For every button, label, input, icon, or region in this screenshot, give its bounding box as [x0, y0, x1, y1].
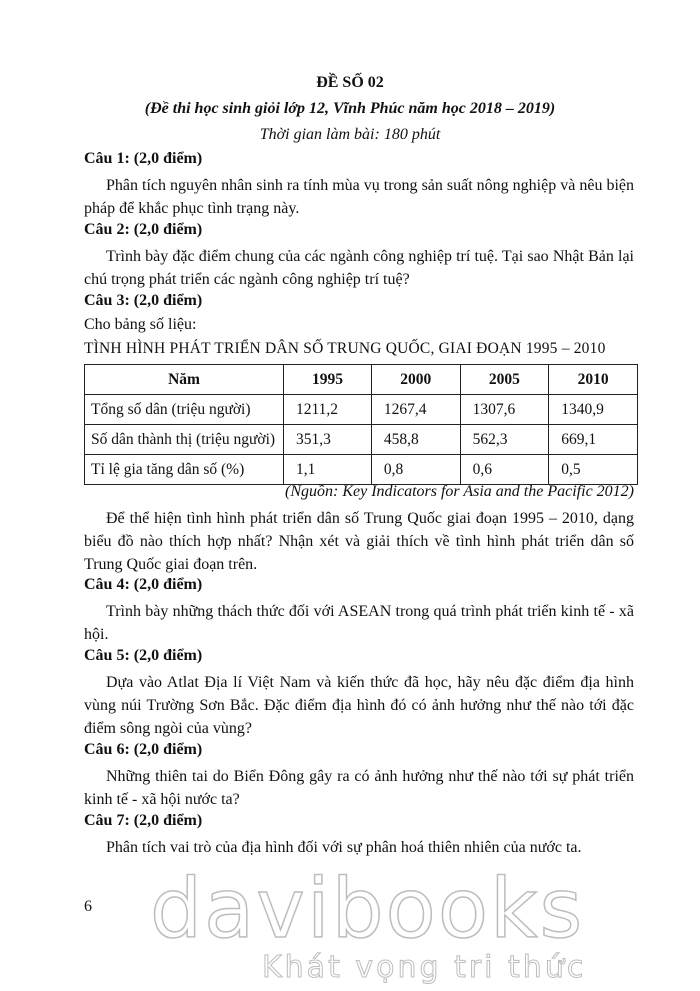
table-header-cell: 2010 — [549, 365, 638, 395]
table-row-label: Số dân thành thị (triệu người) — [85, 425, 284, 455]
watermark-slogan: Khát vọng tri thức — [262, 950, 587, 985]
table-source: (Nguồn: Key Indicators for Asia and the Pacific 2012) — [285, 483, 634, 500]
table-header-cell: 2005 — [460, 365, 549, 395]
table-cell: 1,1 — [284, 455, 372, 485]
watermark-logo: davibooks — [150, 862, 585, 957]
question-7-label: Câu 7: (2,0 điểm) — [84, 812, 203, 829]
table-row — [85, 395, 638, 425]
question-3-text: Để thể hiện tình hình phát triển dân số Trung Quốc giai đoạn 1995 – 2010, dạng biểu đồ nào thích hợp nhất? Nhận xét và giải thích về tình hình phát triển dân số Trung Quốc giai đoạn trên. — [84, 510, 634, 573]
table-row — [85, 425, 638, 455]
table-row-label: Tỉ lệ gia tăng dân số (%) — [85, 455, 284, 485]
question-7-text: Phân tích vai trò của địa hình đối với sự phân hoá thiên nhiên của nước ta. — [106, 839, 582, 856]
table-row-label: Tổng số dân (triệu người) — [85, 395, 284, 425]
table-cell: 458,8 — [371, 425, 460, 455]
question-4-label: Câu 4: (2,0 điểm) — [84, 576, 203, 593]
question-6-label: Câu 6: (2,0 điểm) — [84, 741, 203, 758]
table-cell: 669,1 — [549, 425, 638, 455]
question-6-text: Những thiên tai do Biển Đông gây ra có ảnh hưởng như thế nào tới sự phát triển kinh tế - xã hội nước ta? — [84, 768, 634, 808]
exam-time: Thời gian làm bài: 180 phút — [259, 126, 441, 143]
exam-title: ĐỀ SỐ 02 — [316, 74, 384, 91]
question-1-text: Phân tích nguyên nhân sinh ra tính mùa vụ trong sản suất nông nghiệp và nêu biện pháp để khắc phục tình trạng này. — [84, 177, 634, 217]
table-cell: 0,6 — [460, 455, 549, 485]
question-2-label: Câu 2: (2,0 điểm) — [84, 221, 203, 238]
exam-subtitle: (Đề thi học sinh giỏi lớp 12, Vĩnh Phúc năm học 2018 – 2019) — [144, 100, 556, 117]
table-row — [85, 455, 638, 485]
table-header-cell: 2000 — [371, 365, 460, 395]
question-3-label: Câu 3: (2,0 điểm) — [84, 292, 203, 309]
table-cell: 1267,4 — [371, 395, 460, 425]
table-cell: 1211,2 — [284, 395, 372, 425]
table-header-cell: Năm — [85, 365, 284, 395]
question-2-text: Trình bày đặc điểm chung của các ngành công nghiệp trí tuệ. Tại sao Nhật Bản lại chú trọng phát triển các ngành công nghiệp trí tuệ? — [84, 248, 634, 288]
table-title: TÌNH HÌNH PHÁT TRIỂN DÂN SỐ TRUNG QUỐC, GIAI ĐOẠN 1995 – 2010 — [84, 340, 606, 357]
question-5-label: Câu 5: (2,0 điểm) — [84, 647, 203, 664]
question-3-intro: Cho bảng số liệu: — [84, 316, 197, 333]
question-5-text: Dựa vào Atlat Địa lí Việt Nam và kiến thức đã học, hãy nêu đặc điểm địa hình vùng núi Trường Sơn Bắc. Đặc điểm địa hình đó có ảnh hưởng như thế nào tới đặc điểm sông ngòi của vùng? — [84, 674, 634, 737]
population-table — [84, 364, 638, 485]
question-4-text: Trình bày những thách thức đối với ASEAN trong quá trình phát triển kinh tế - xã hội. — [84, 603, 634, 643]
table-cell: 1307,6 — [460, 395, 549, 425]
table-header-cell: 1995 — [284, 365, 372, 395]
table-cell: 351,3 — [284, 425, 372, 455]
question-1-label: Câu 1: (2,0 điểm) — [84, 150, 203, 167]
table-cell: 562,3 — [460, 425, 549, 455]
page-number: 6 — [84, 898, 92, 915]
table-cell: 1340,9 — [549, 395, 638, 425]
table-cell: 0,5 — [549, 455, 638, 485]
table-cell: 0,8 — [371, 455, 460, 485]
table-header-row — [85, 365, 638, 395]
